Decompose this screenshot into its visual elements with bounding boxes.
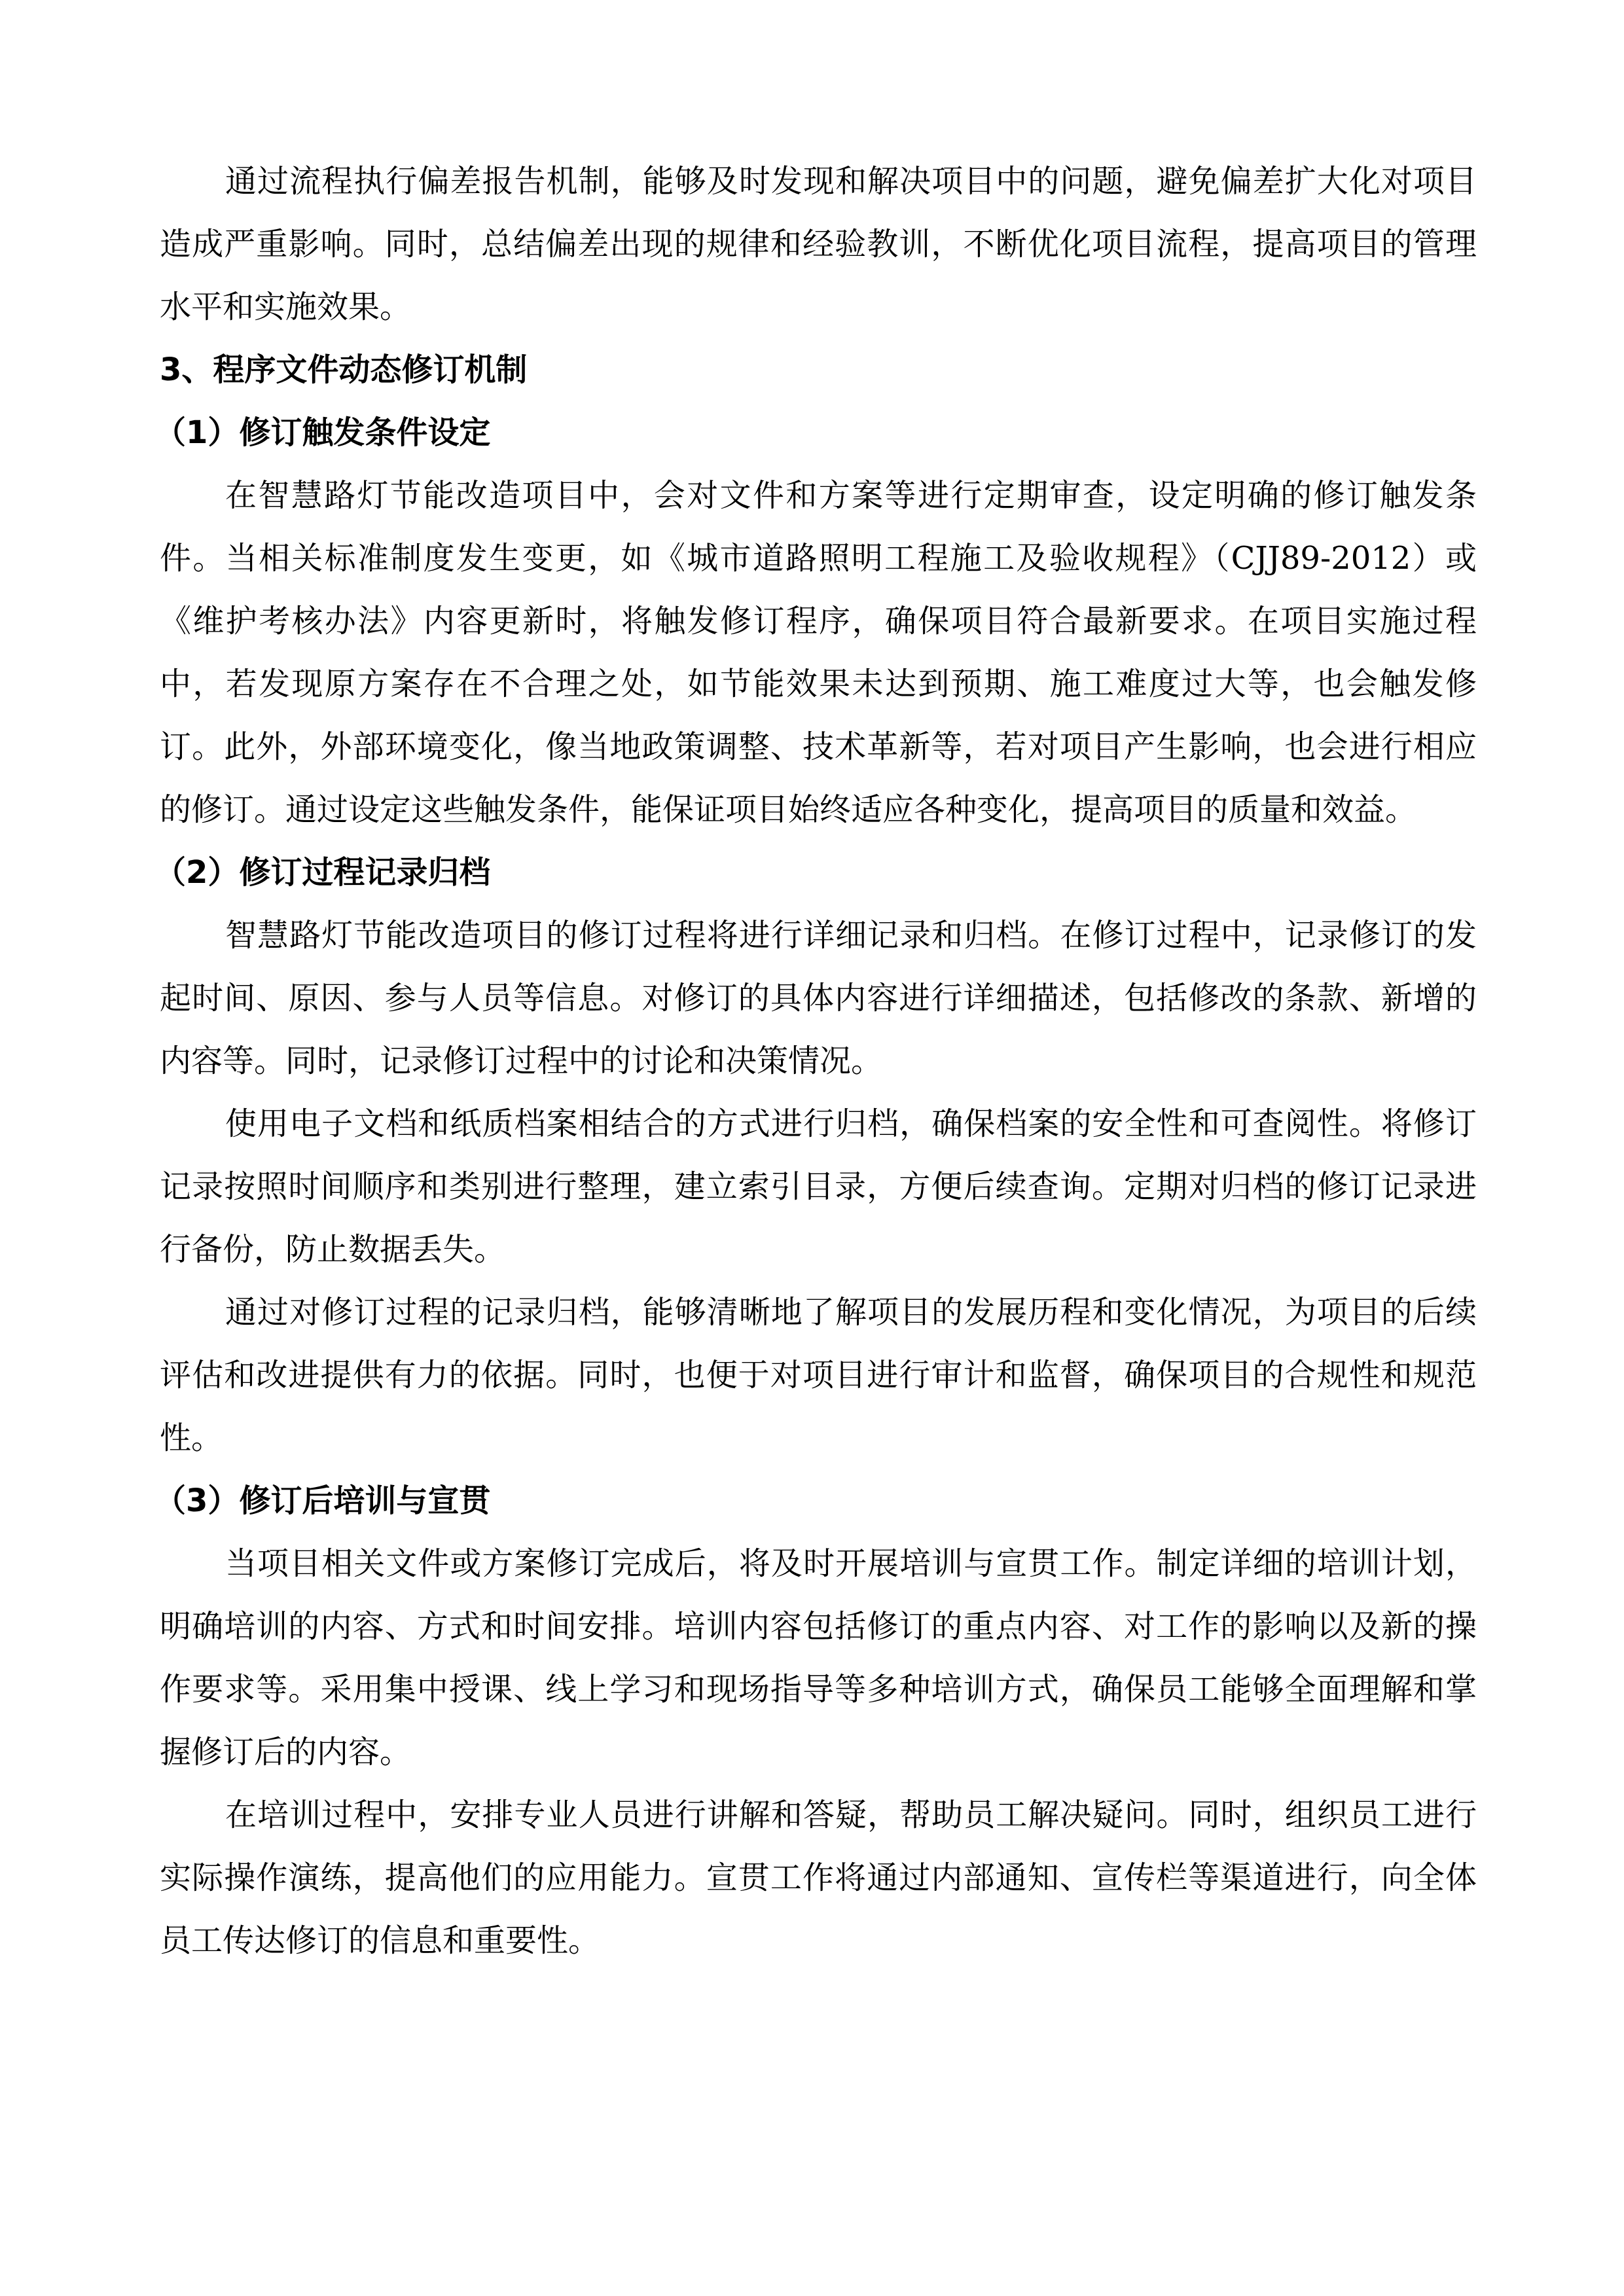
paragraph: 在智慧路灯节能改造项目中，会对文件和方案等进行定期审查，设定明确的修订触发条件。当相关标准制度发生变更，如《城市道路照明工程施工及验收规程》（CJJ89-2012）或《维护考核办法》内容更新时，将触发修订程序，确保项目符合最新要求。在项目实施过程中，若发现原方案存在不合理之处，如节能效果未达到预期、施工难度过大等，也会触发修订。此外，外部环境变化，像当地政策调整、技术革新等，若对项目产生影响，也会进行相应的修订。通过设定这些触发条件，能保证项目始终适应各种变化，提高项目的质量和效益。 [160,477,1477,828]
paragraph: 在培训过程中，安排专业人员进行讲解和答疑，帮助员工解决疑问。同时，组织员工进行实际操作演练，提高他们的应用能力。宣贯工作将通过内部通知、宣传栏等渠道进行，向全体员工传达修订的信息和重要性。 [160,1797,1477,1959]
section-heading: 3、程序文件动态修订机制 [160,351,528,388]
paragraph: 使用电子文档和纸质档案相结合的方式进行归档，确保档案的安全性和可查阅性。将修订记录按照时间顺序和类别进行整理，建立索引目录，方便后续查询。定期对归档的修订记录进行备份，防止数据丢失。 [160,1105,1477,1268]
subsection-heading: （1）修订触发条件设定 [154,414,491,451]
paragraph: 通过流程执行偏差报告机制，能够及时发现和解决项目中的问题，避免偏差扩大化对项目造成严重影响。同时，总结偏差出现的规律和经验教训，不断优化项目流程，提高项目的管理水平和实施效果。 [160,163,1477,325]
subsection-heading: （3）修订后培训与宣贯 [154,1482,491,1519]
paragraph: 通过对修订过程的记录归档，能够清晰地了解项目的发展历程和变化情况，为项目的后续评估和改进提供有力的依据。同时，也便于对项目进行审计和监督，确保项目的合规性和规范性。 [160,1294,1477,1456]
paragraph: 当项目相关文件或方案修订完成后，将及时开展培训与宣贯工作。制定详细的培训计划，明确培训的内容、方式和时间安排。培训内容包括修订的重点内容、对工作的影响以及新的操作要求等。采用集中授课、线上学习和现场指导等多种培训方式，确保员工能够全面理解和掌握修订后的内容。 [160,1545,1477,1770]
paragraph: 智慧路灯节能改造项目的修订过程将进行详细记录和归档。在修订过程中，记录修订的发起时间、原因、参与人员等信息。对修订的具体内容进行详细描述，包括修改的条款、新增的内容等。同时，记录修订过程中的讨论和决策情况。 [160,917,1477,1079]
subsection-heading: （2）修订过程记录归档 [154,854,491,891]
document-body [154,150,1477,1972]
